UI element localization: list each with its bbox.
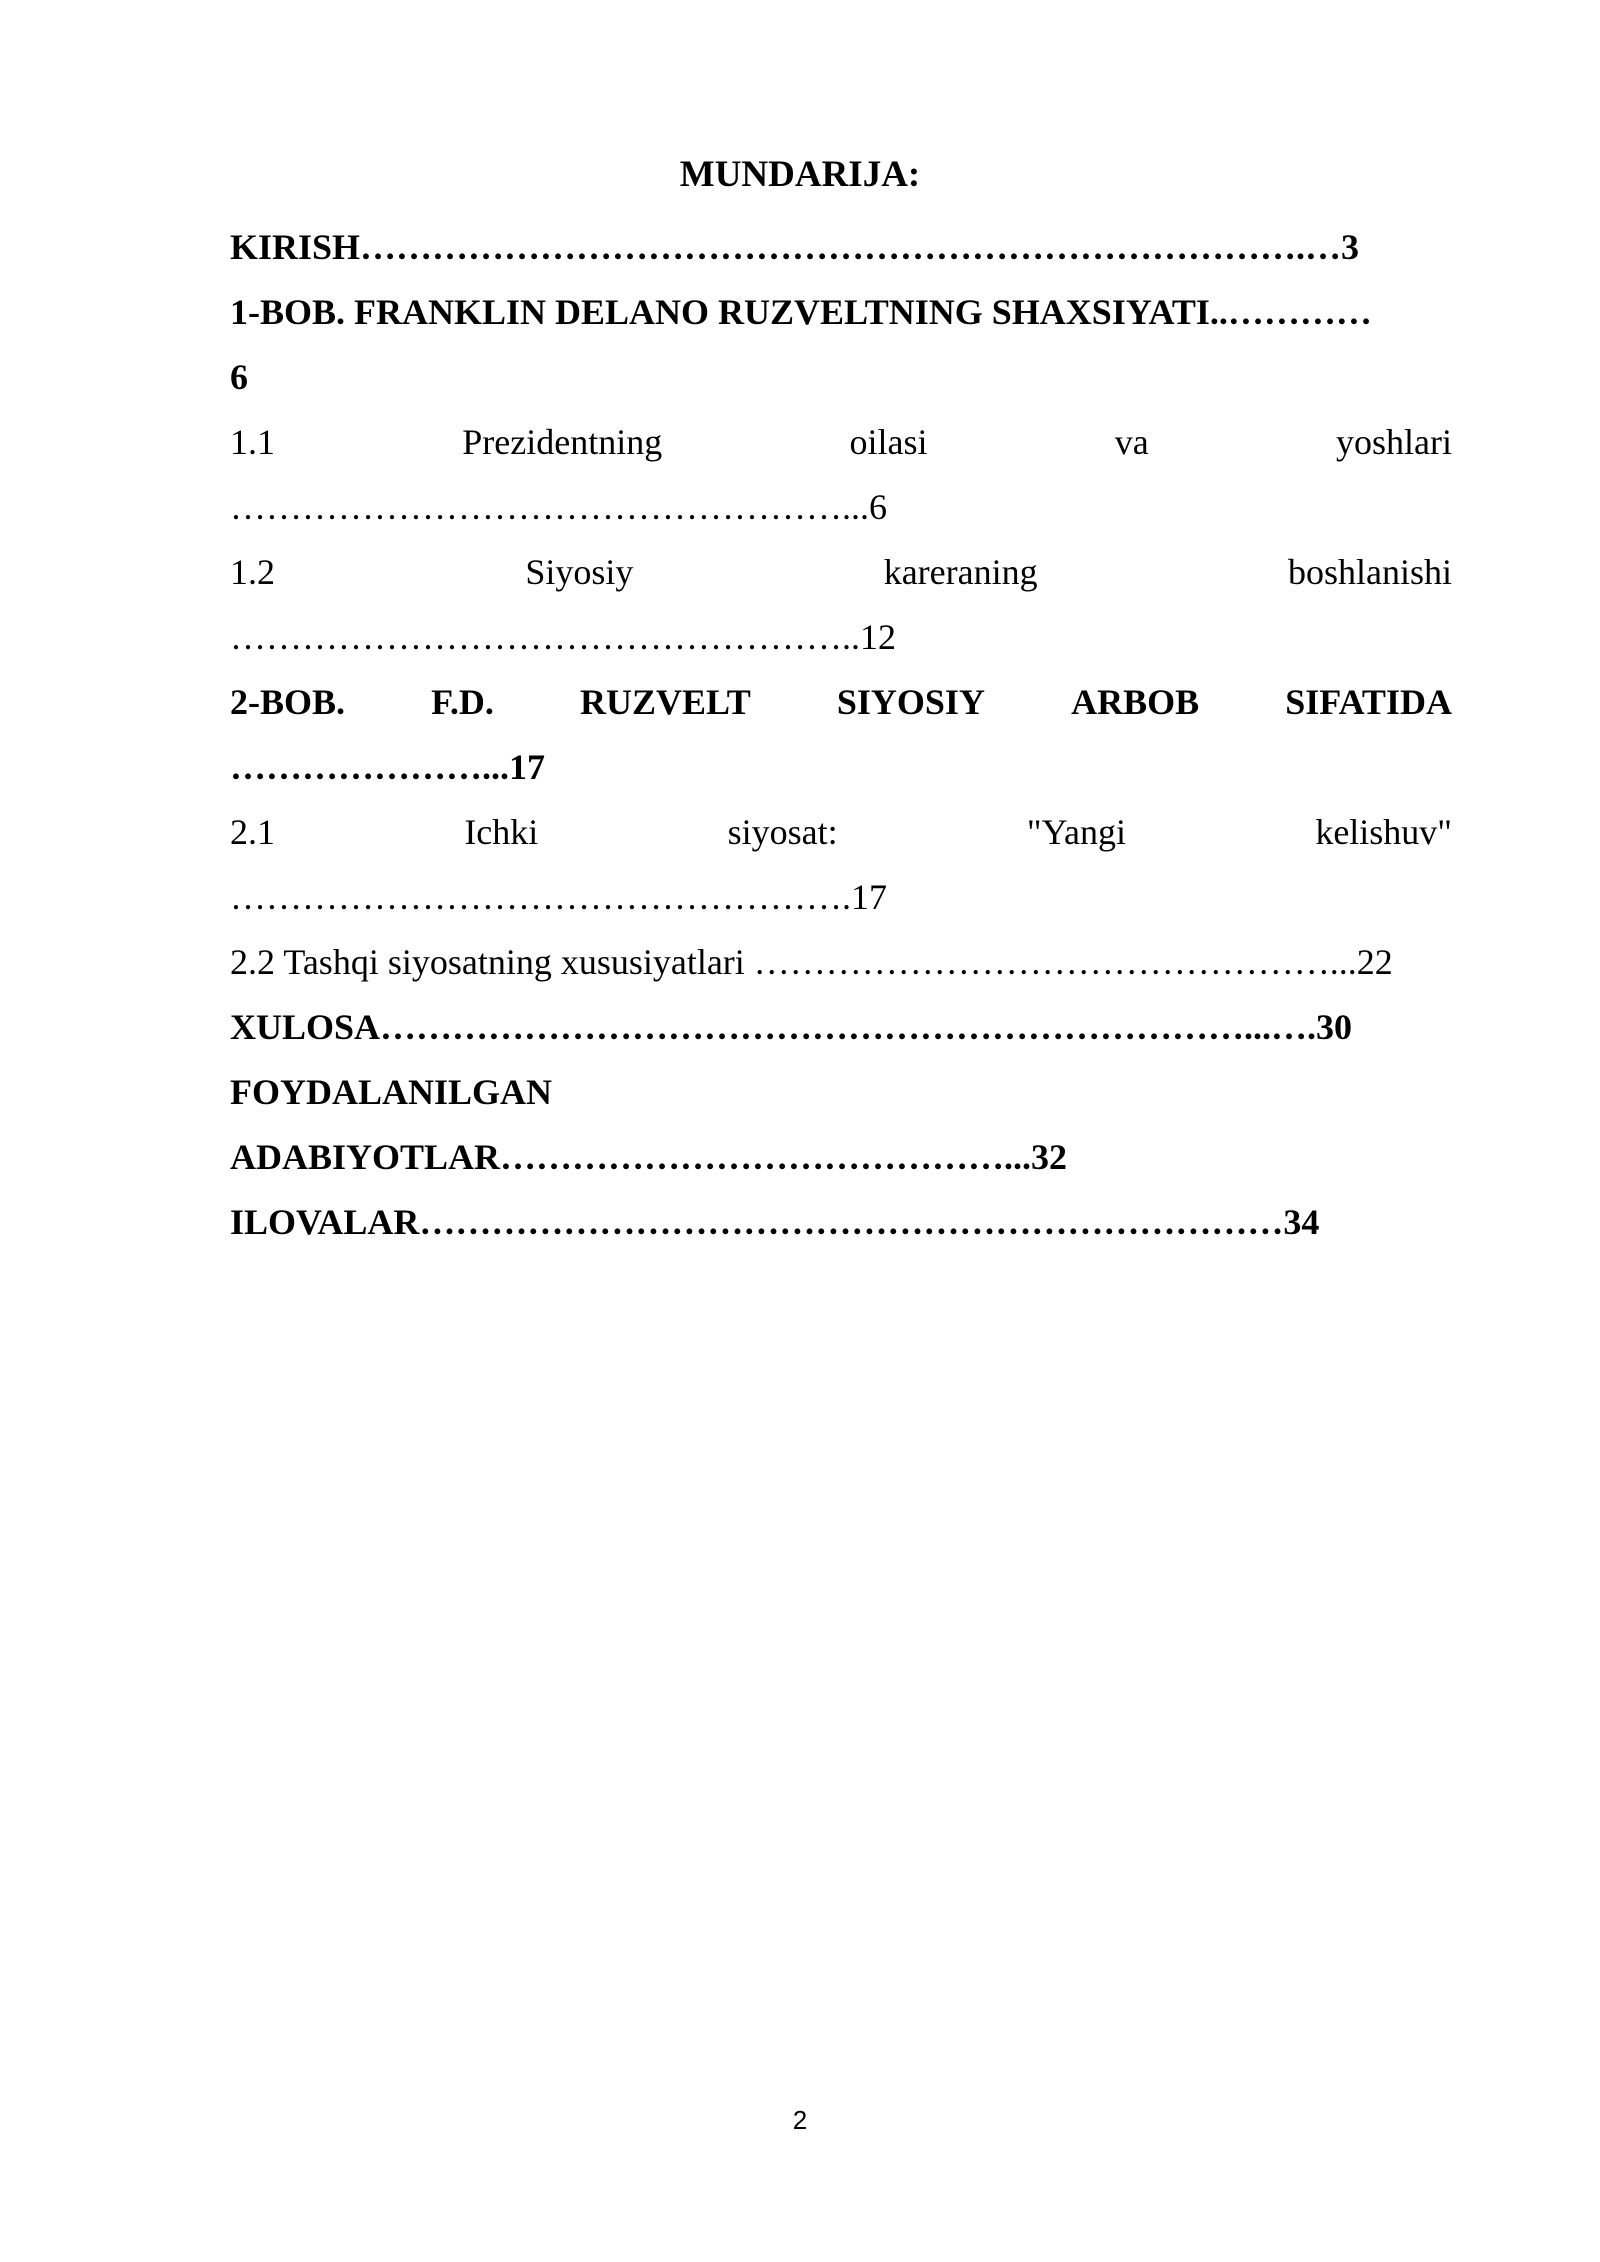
toc-entry-bob1-line1: 1-BOB. FRANKLIN DELANO RUZVELTNING SHAXSIYATI..………… — [230, 292, 1372, 332]
toc-entry-2-2: 2.2 Tashqi siyosatning xususiyatlari …………………………………………...22 — [230, 942, 1393, 982]
toc-word: Prezidentning — [462, 422, 663, 462]
page-number: 2 — [792, 2105, 808, 2135]
toc-entry-1-1-leader: ……………………………………………...6 — [230, 487, 887, 527]
toc-word: 1.1 — [230, 422, 275, 462]
toc-entry-foydalanilgan-line2: ADABIYOTLAR……………………………………...32 — [230, 1137, 1068, 1177]
toc-word: F.D. — [431, 682, 494, 722]
toc-word: oilasi — [849, 422, 928, 462]
toc-entry-foydalanilgan-line1: FOYDALANILGAN — [230, 1072, 553, 1112]
toc-entry-1-1 — [230, 410, 1452, 475]
toc-word: kareraning — [883, 552, 1038, 592]
toc-word: Siyosiy — [525, 552, 634, 592]
toc-entry-1-2 — [230, 540, 1452, 605]
toc-word: Ichki — [464, 812, 539, 852]
toc-word: 2.1 — [230, 812, 275, 852]
toc-word: SIFATIDA — [1285, 682, 1452, 722]
toc-word: ARBOB — [1071, 682, 1200, 722]
table-of-contents — [230, 215, 1452, 1255]
toc-word: yoshlari — [1336, 422, 1452, 462]
toc-word: RUZVELT — [579, 682, 751, 722]
toc-entry-bob1-page: 6 — [230, 357, 248, 397]
toc-word: 1.2 — [230, 552, 275, 592]
toc-word: kelishuv" — [1315, 812, 1452, 852]
toc-entry-bob2 — [230, 670, 1452, 735]
toc-entry-2-1-leader: …………………………………………….17 — [230, 877, 887, 917]
toc-word: "Yangi — [1026, 812, 1126, 852]
toc-entry-1-2-leader: ……………………………………………..12 — [230, 617, 896, 657]
toc-word: siyosat: — [727, 812, 838, 852]
toc-entry-ilovalar: ILOVALAR………………………………………………………………34 — [230, 1202, 1320, 1242]
toc-title: MUNDARIJA: — [679, 154, 921, 195]
toc-word: 2-BOB. — [230, 682, 346, 722]
toc-entry-xulosa: XULOSA………………………………………………………………...….30 — [230, 1007, 1353, 1047]
toc-word: va — [1114, 422, 1149, 462]
toc-word: boshlanishi — [1287, 552, 1452, 592]
toc-word: SIYOSIY — [836, 682, 985, 722]
toc-entry-2-1 — [230, 800, 1452, 865]
toc-entry-kirish: KIRISH…………………………………………………………………….…3 — [230, 227, 1360, 267]
toc-entry-bob2-leader: …………………...17 — [230, 747, 545, 787]
